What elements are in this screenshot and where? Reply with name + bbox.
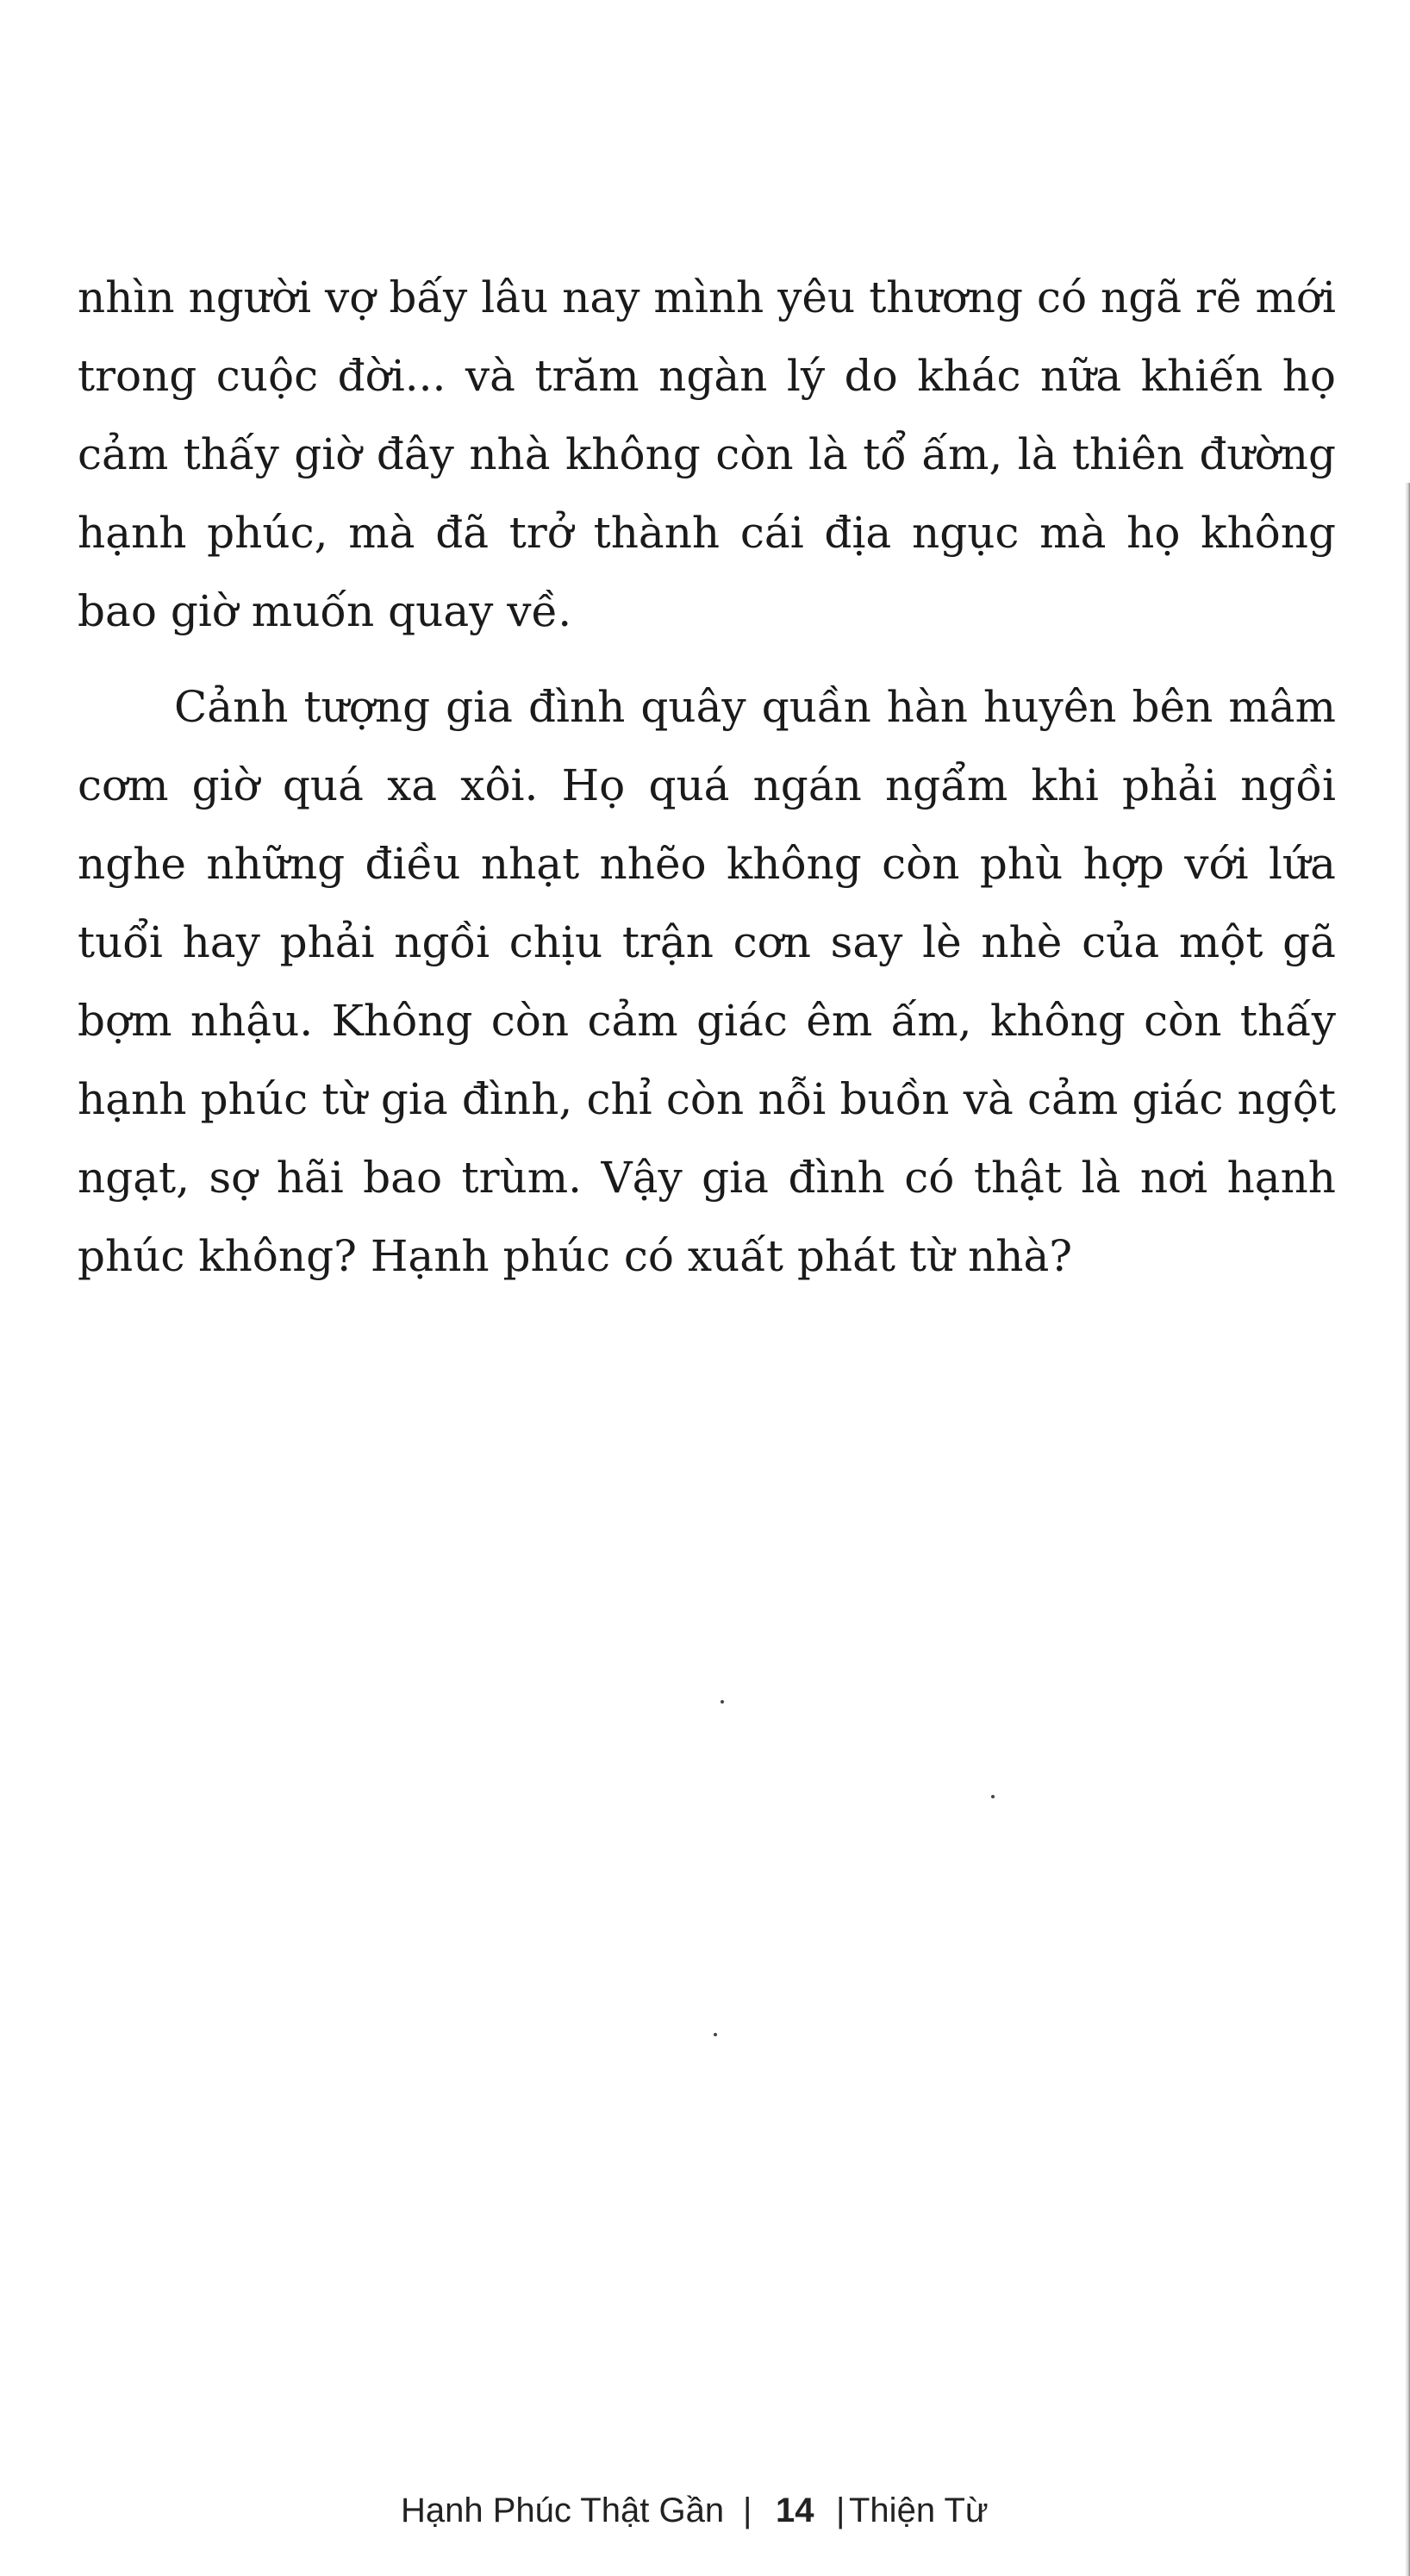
- text-line: ngạt, sợ hãi bao trùm. Vậy gia đình có thật là nơi hạnh: [78, 1153, 1336, 1203]
- text-line: hạnh phúc, mà đã trở thành cái địa ngục mà họ không: [78, 508, 1336, 558]
- page-edge-shadow: [1405, 483, 1410, 2576]
- text-line: Cảnh tượng gia đình quây quần hàn huyên bên mâm: [174, 682, 1336, 732]
- text-line: trong cuộc đời... và trăm ngàn lý do khác nữa khiến họ: [78, 351, 1336, 401]
- footer-separator: |: [836, 2492, 845, 2529]
- paragraph-1: [78, 259, 1336, 651]
- running-footer: [0, 2492, 1410, 2543]
- paper-speck: [714, 2033, 717, 2036]
- footer-author: Thiện Từ: [849, 2492, 989, 2529]
- text-line: bợm nhậu. Không còn cảm giác êm ấm, không còn thấy: [78, 996, 1336, 1046]
- footer-separator: |: [743, 2492, 752, 2529]
- text-line: cảm thấy giờ đây nhà không còn là tổ ấm, là thiên đường: [78, 429, 1336, 479]
- page-number: 14: [776, 2492, 814, 2529]
- text-line: nghe những điều nhạt nhẽo không còn phù hợp với lứa: [78, 839, 1336, 889]
- footer-book-title: Hạnh Phúc Thật Gần: [401, 2492, 725, 2529]
- text-line: cơm giờ quá xa xôi. Họ quá ngán ngẩm khi phải ngồi: [78, 760, 1336, 810]
- paper-speck: [991, 1795, 995, 1798]
- text-line: tuổi hay phải ngồi chịu trận cơn say lè nhè của một gã: [78, 917, 1336, 967]
- text-line: phúc không? Hạnh phúc có xuất phát từ nhà?: [78, 1231, 1073, 1281]
- text-line: bao giờ muốn quay về.: [78, 586, 572, 636]
- text-line: hạnh phúc từ gia đình, chỉ còn nỗi buồn và cảm giác ngột: [78, 1074, 1336, 1124]
- text-line: nhìn người vợ bấy lâu nay mình yêu thương có ngã rẽ mới: [78, 272, 1336, 322]
- paper-speck: [721, 1700, 724, 1704]
- paragraph-2: [78, 668, 1336, 1296]
- body-text: [78, 259, 1336, 1296]
